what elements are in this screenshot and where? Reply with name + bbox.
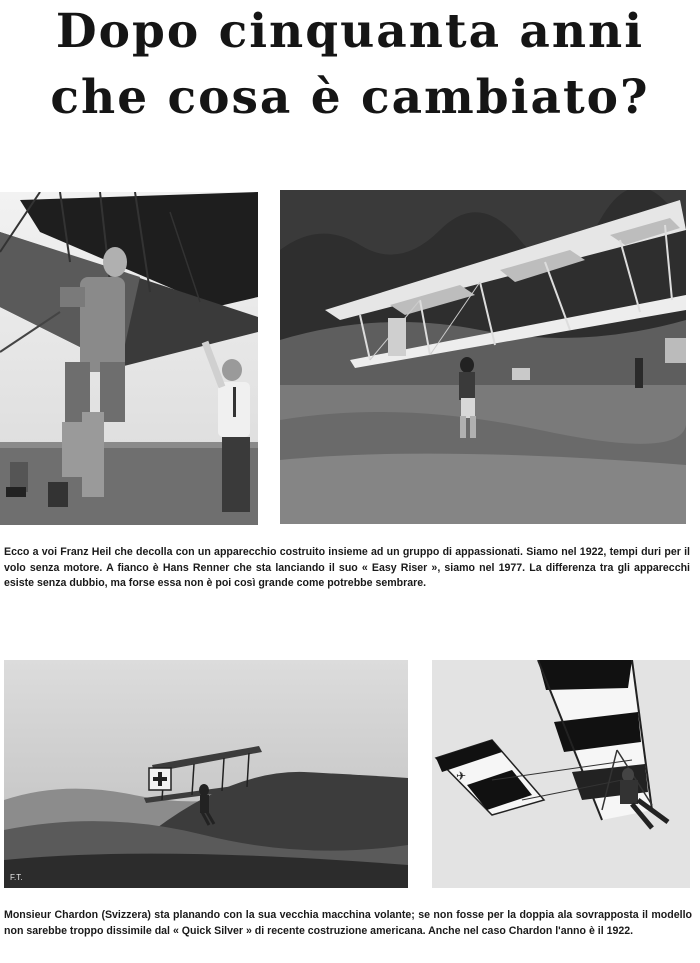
svg-text:✈: ✈: [456, 769, 467, 783]
photo-hang-glider-image: [432, 660, 690, 888]
photo-chardon-image: [4, 660, 408, 888]
title-line-1: Dopo cinquanta anni: [55, 4, 645, 59]
caption-bottom: Monsieur Chardon (Svizzera) sta planando con la sua vecchia macchina volante; se non fosse per la doppia ala sovrapposta il modello non sarebbe troppo dissimile dal « Quick Silver » di recente costruzione americana. Anche nel caso Chardon l'anno è il 1922.: [4, 909, 692, 937]
title-line-2: che cosa è cambiato?: [50, 70, 650, 125]
caption-top: Ecco a voi Franz Heil che decolla con un apparecchio costruito insieme ad un gruppo di appassionati. Siamo nel 1922, tempi duri per il volo senza motore. A fianco è Hans Renner che sta lanciando il suo « Easy Riser », siamo nel 1977. La differenza tra gli apparecchi esiste senza dubbio, ma forse essa non è poi così grande come potrebbe sembrare.: [4, 546, 690, 589]
photo-hans-renner-1977: [280, 190, 686, 524]
photo-franz-heil-image: [0, 192, 258, 525]
photo-easy-riser-image: [280, 190, 686, 524]
photo-initials: F.T.: [10, 873, 23, 882]
photo-chardon-1922: [4, 660, 408, 888]
photo-franz-heil-1922: [0, 192, 258, 525]
photo-modern-hang-glider: [432, 660, 690, 888]
